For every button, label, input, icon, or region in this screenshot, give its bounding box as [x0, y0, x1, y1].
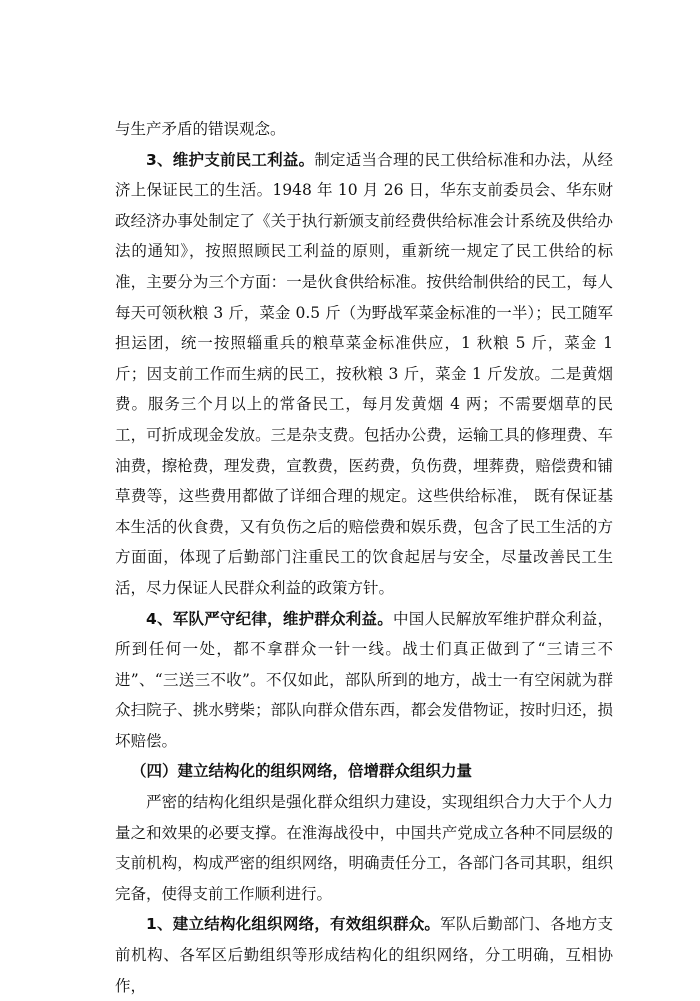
paragraph-text: 制定适当合理的民工供给标准和办法，从经济上保证民工的生活。1948 年 10 月 26 日，华东支前委员会、华东财政经济办事处制定了《关于执行新颁支前经费供给标准会计系统及供给办法的通知》，按照照顾民工利益的原则，重新统一规定了民工供给的标准，主要分为三个方面：一是伙食供给标准。按供给制供给的民工，每人每天可领秋粮 3 斤，菜金 0.5 斤（为野战军菜金标准的一半）；民工随军担运团，统一按照辎重兵的粮草菜金标准供应，1 秋粮 5 斤，菜金 1 斤；因支前工作而生病的民工，按秋粮 3 斤，菜金 1 斤发放。二是黄烟费。服务三个月以上的常备民工，每月发黄烟 4 两；不需要烟草的民工，可折成现金发放。三是杂支费。包括办公费，运输工具的修理费、车油费，擦枪费，理发费，宣教费，医药费，负伤费，埋葬费，赔偿费和铺草费等，这些费用都做了详细合理的规定。这些供给标准， 既有保证基本生活的伙食费，又有负伤之后的赔偿费和娱乐费，包含了民工生活的方方面面，体现了后勤部门注重民工的饮食起居与安全，尽量改善民工生活，尽力保证人民群众利益的政策方针。	[115, 150, 613, 597]
section-heading-text: （四）建立结构化的组织网络，倍增群众组织力量	[131, 762, 473, 781]
paragraph-lead: 3、维护支前民工利益。	[146, 150, 315, 169]
paragraph-text: 中国人民解放军维护群众利益，所到任何一处，都不拿群众一针一线。战士们真正做到了“三请三不进”、“三送三不收”。不仅如此，部队所到的地方，战士一有空闲就为群众扫院子、挑水劈柴；部队向群众借东西，都会发借物证，按时归还，损坏赔偿。	[115, 609, 613, 750]
paragraph-organization-network	[115, 909, 613, 1001]
paragraph-militia-interests	[115, 145, 613, 604]
section-heading	[115, 756, 613, 787]
paragraph-structured-organization	[115, 787, 613, 909]
paragraph-lead: 4、军队严守纪律，维护群众利益。	[146, 609, 393, 628]
paragraph-text: 与生产矛盾的错误观念。	[115, 120, 286, 138]
paragraph-text: 军队后勤部门、各地方支前机构、各军区后勤组织等形成结构化的组织网络，分工明确，互相协作，	[115, 915, 613, 995]
paragraph-text: 严密的结构化组织是强化群众组织力建设，实现组织合力大于个人力量之和效果的必要支撑。在淮海战役中，中国共产党成立各种不同层级的支前机构，构成严密的组织网络，明确责任分工，各部门各司其职，组织完备，使得支前工作顺利进行。	[115, 793, 613, 903]
document-page	[115, 114, 613, 1001]
paragraph-army-discipline	[115, 604, 613, 757]
paragraph-continuation	[115, 114, 613, 145]
paragraph-lead: 1、建立结构化组织网络，有效组织群众。	[146, 915, 441, 934]
